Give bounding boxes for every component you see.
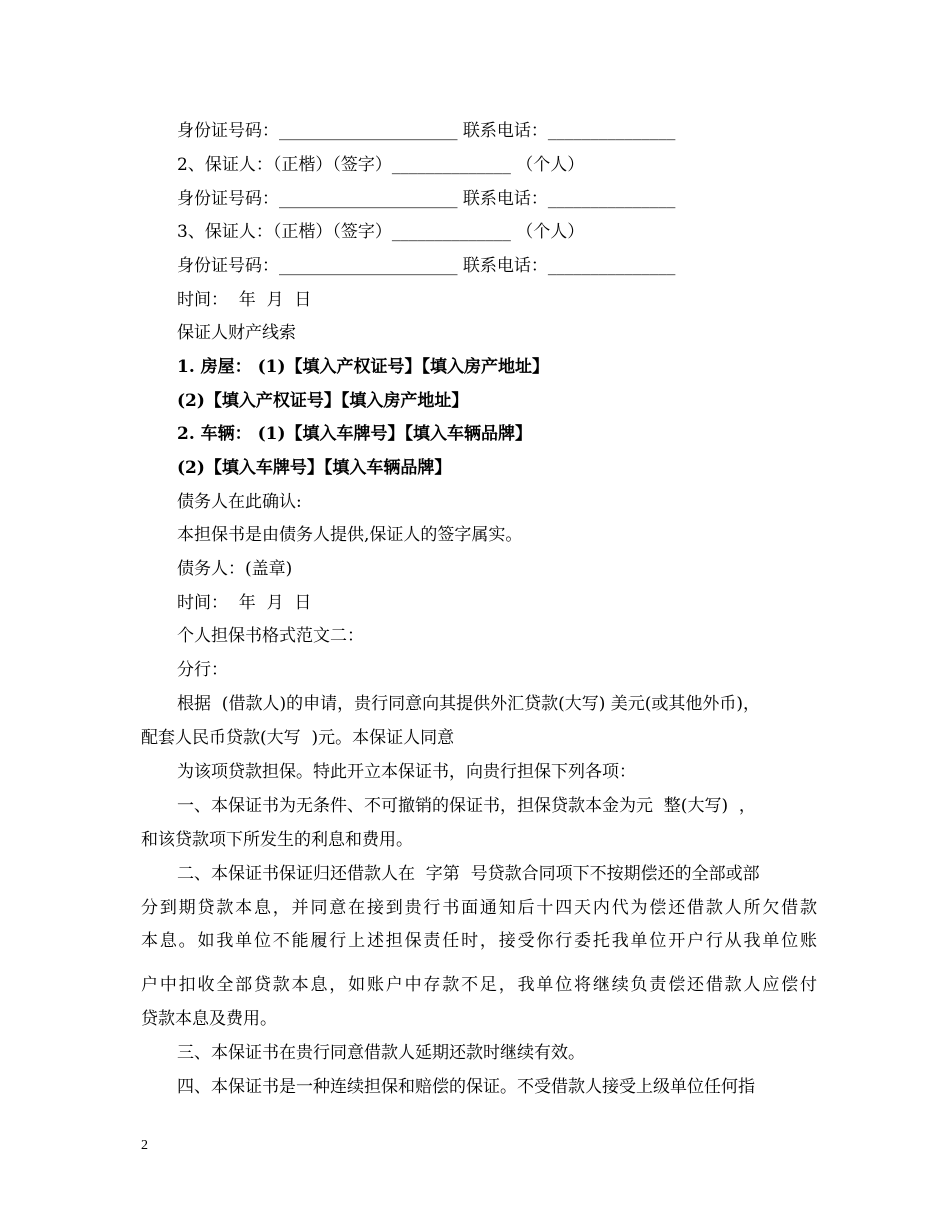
- paragraph-application-line-1: 根据 (借款人)的申请，贵行同意向其提供外汇贷款(大写) 美元(或其他外币)，: [177, 694, 761, 714]
- guarantor2-signature-line: 2、保证人：（正楷）（签字）______________ （个人）: [177, 155, 585, 175]
- debtor-seal-line: 债务人：(盖章): [177, 559, 293, 579]
- guarantor3-id-phone-line: 身份证号码：_____________________ 联系电话：_______________: [177, 256, 676, 276]
- paragraph-guarantee-intro: 为该项贷款担保。特此开立本保证书，向贵行担保下列各项：: [177, 762, 636, 782]
- clause-two-line-3: 本息。如我单位不能履行上述担保责任时，接受你行委托我单位开户行从我单位账: [141, 931, 817, 951]
- debtor-confirmation-heading: 债务人在此确认:: [177, 492, 302, 512]
- branch-line: 分行：: [177, 660, 228, 680]
- guarantor3-signature-line: 3、保证人：（正楷）（签字）______________ （个人）: [177, 222, 585, 242]
- property-house-item-1: 1. 房屋： (1)【填入产权证号】【填入房产地址】: [177, 357, 549, 377]
- sample-two-heading: 个人担保书格式范文二：: [177, 626, 364, 646]
- debtor-date-line: 时间： 年 月 日: [177, 593, 312, 613]
- clause-one-line-2: 和该贷款项下所发生的利息和费用。: [141, 830, 413, 850]
- property-house-item-2: (2)【填入产权证号】【填入房产地址】: [177, 391, 469, 411]
- clause-two-line-1: 二、本保证书保证归还借款人在 字第 号贷款合同项下不按期偿还的全部或部: [177, 864, 760, 884]
- paragraph-application-line-2: 配套人民币贷款(大写 )元。本保证人同意: [141, 728, 455, 748]
- property-vehicle-item-2: (2)【填入车牌号】【填入车辆品牌】: [177, 458, 452, 478]
- clause-two-line-4: 户中扣收全部贷款本息，如账户中存款不足，我单位将继续负责偿还借款人应偿付: [141, 975, 817, 995]
- guarantor2-id-phone-line: 身份证号码：_____________________ 联系电话：_______________: [177, 189, 676, 209]
- property-clues-heading: 保证人财产线索: [177, 323, 296, 343]
- guarantor-date-line: 时间： 年 月 日: [177, 290, 312, 310]
- clause-two-line-2: 分到期贷款本息，并同意在接到贵行书面通知后十四天内代为偿还借款人所欠借款: [141, 898, 817, 918]
- guarantor1-id-phone-line: 身份证号码：_____________________ 联系电话：_______________: [177, 121, 676, 141]
- page-number: 2: [141, 1138, 148, 1153]
- clause-two-line-5: 贷款本息及费用。: [141, 1009, 277, 1029]
- property-vehicle-item-1: 2. 车辆： (1)【填入车牌号】【填入车辆品牌】: [177, 424, 532, 444]
- clause-three: 三、本保证书在贵行同意借款人延期还款时继续有效。: [177, 1043, 585, 1063]
- clause-four-line-1: 四、本保证书是一种连续担保和赔偿的保证。不受借款人接受上级单位任何指: [177, 1077, 755, 1097]
- clause-one-line-1: 一、本保证书为无条件、不可撤销的保证书，担保贷款本金为元 整(大写) ，: [177, 796, 756, 816]
- debtor-confirmation-text: 本担保书是由债务人提供,保证人的签字属实。: [177, 525, 523, 545]
